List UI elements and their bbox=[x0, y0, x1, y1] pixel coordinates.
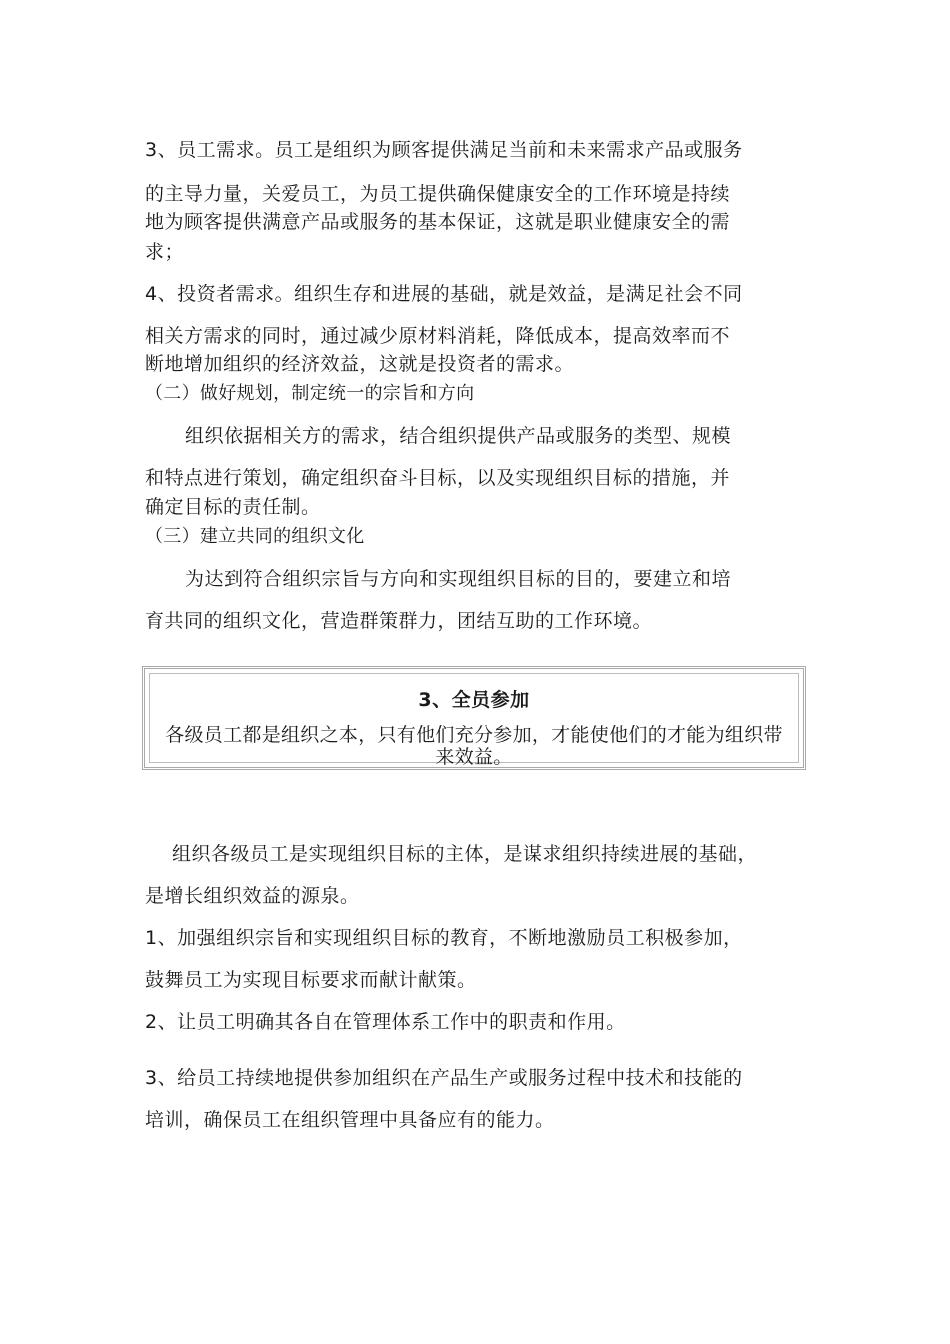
text-line: 1、加强组织宗旨和实现组织目标的教育，不断地激励员工积极参加， bbox=[145, 927, 743, 949]
text-line: 为达到符合组织宗旨与方向和实现组织目标的目的，要建立和培 bbox=[185, 568, 732, 590]
text-line: 育共同的组织文化，营造群策群力，团结互助的工作环境。 bbox=[145, 610, 653, 632]
principle-callout-box bbox=[142, 666, 806, 770]
text-line: 3、员工需求。员工是组织为顾客提供满足当前和未来需求产品或服务 bbox=[145, 139, 743, 161]
callout-body: 各级员工都是组织之本，只有他们充分参加，才能使他们的才能为组织带来效益。 bbox=[165, 724, 783, 768]
text-line: 4、投资者需求。组织生存和进展的基础，就是效益，是满足社会不同 bbox=[145, 283, 743, 305]
callout-title: 3、全员参加 bbox=[418, 689, 530, 711]
text-line: 求； bbox=[145, 241, 185, 263]
text-line: 确定目标的责任制。 bbox=[145, 496, 321, 518]
text-line: 是增长组织效益的源泉。 bbox=[145, 885, 360, 907]
callout-inner-border bbox=[149, 673, 799, 768]
text-line: 地为顾客提供满意产品或服务的基本保证，这就是职业健康安全的需 bbox=[145, 211, 731, 233]
text-line: 组织各级员工是实现组织目标的主体，是谋求组织持续进展的基础， bbox=[172, 843, 758, 865]
text-line: 的主导力量，关爱员工，为员工提供确保健康安全的工作环境是持续 bbox=[145, 183, 731, 205]
text-line: 2、让员工明确其各自在管理体系工作中的职责和作用。 bbox=[145, 1011, 626, 1033]
text-line: 和特点进行策划，确定组织奋斗目标，以及实现组织目标的措施，并 bbox=[145, 467, 731, 489]
section-heading: （二）做好规划，制定统一的宗旨和方向 bbox=[145, 383, 475, 404]
text-line: 相关方需求的同时，通过减少原材料消耗，降低成本，提高效率而不 bbox=[145, 325, 731, 347]
section-heading: （三）建立共同的组织文化 bbox=[145, 526, 365, 547]
text-line: 鼓舞员工为实现目标要求而献计献策。 bbox=[145, 969, 477, 991]
text-line: 3、给员工持续地提供参加组织在产品生产或服务过程中技术和技能的 bbox=[145, 1067, 743, 1089]
text-line: 组织依据相关方的需求，结合组织提供产品或服务的类型、规模 bbox=[185, 425, 732, 447]
text-line: 培训，确保员工在组织管理中具备应有的能力。 bbox=[145, 1109, 555, 1131]
text-line: 断地增加组织的经济效益，这就是投资者的需求。 bbox=[145, 353, 575, 375]
